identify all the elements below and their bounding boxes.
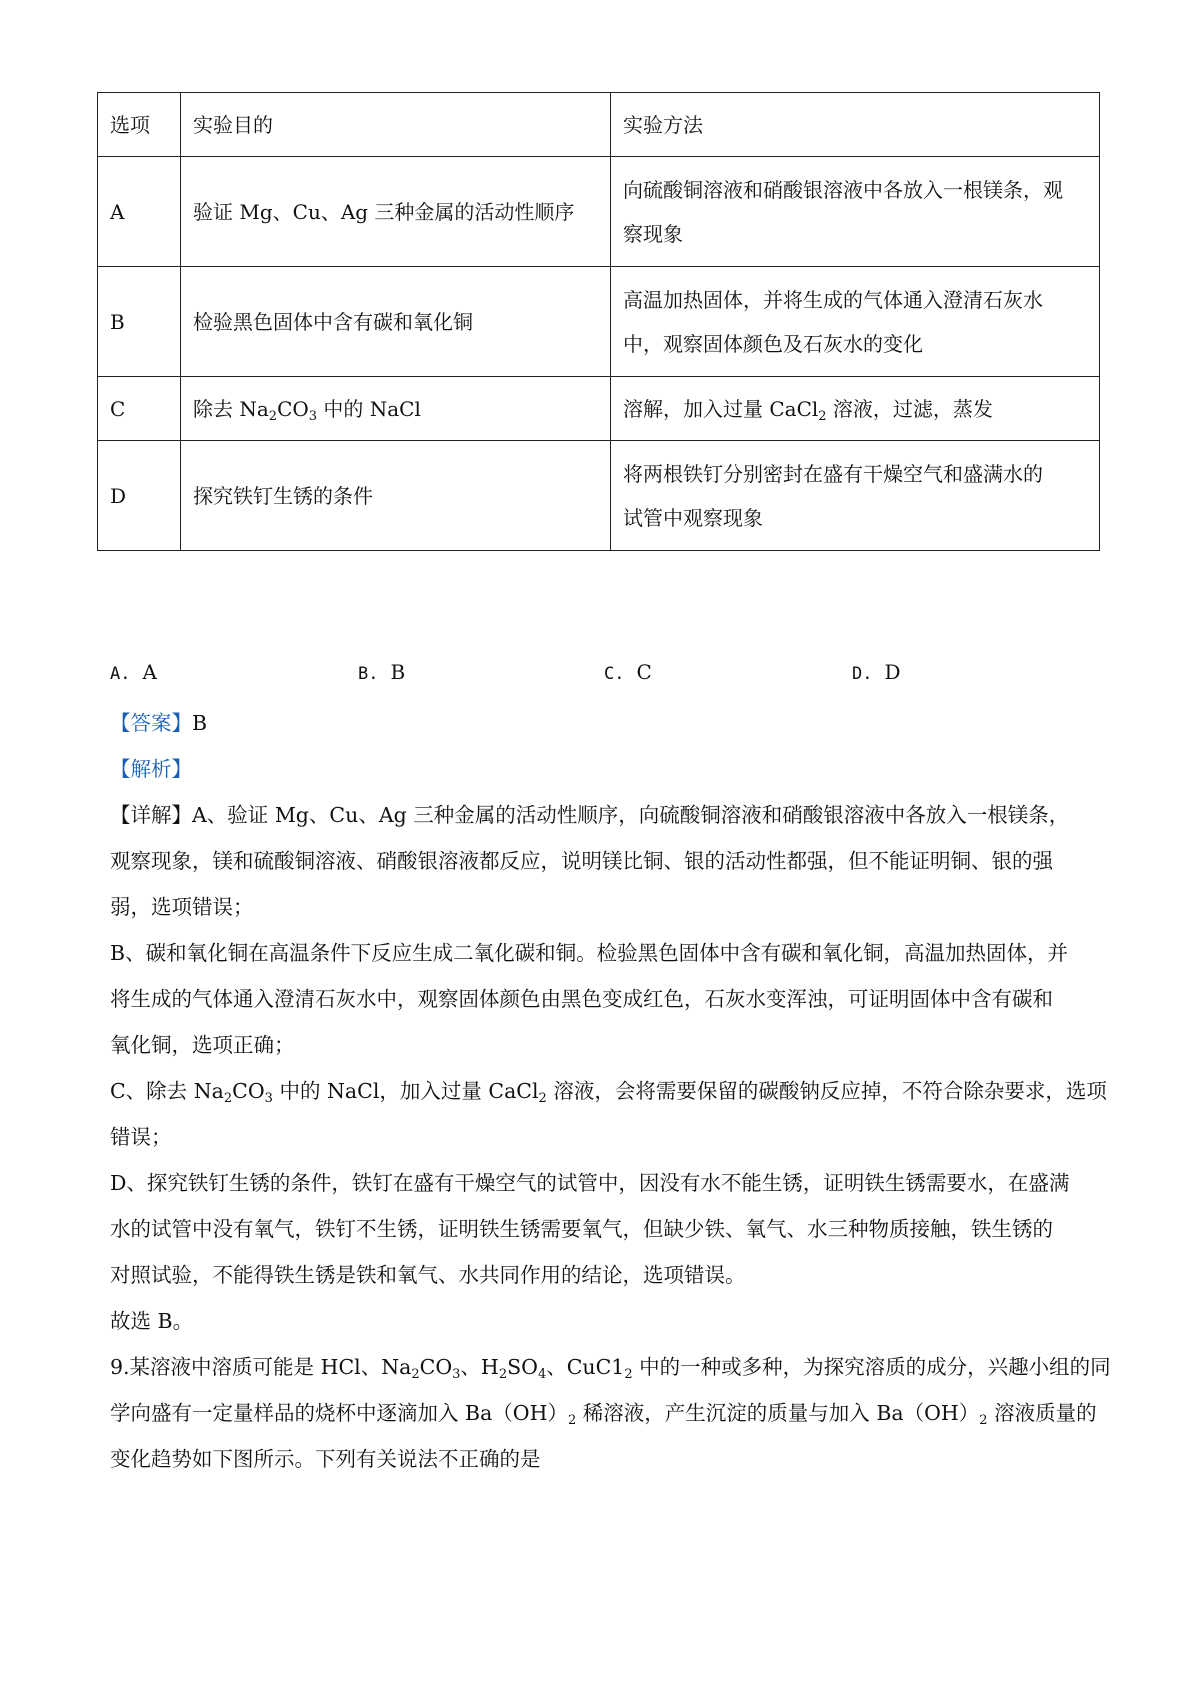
option-b: B. B <box>358 660 406 684</box>
detail-line: 错误； <box>110 1125 172 1149</box>
method-line: 察现象 <box>623 221 683 246</box>
detail-line: 氧化铜，选项正确； <box>110 1033 295 1057</box>
answer-section <box>110 700 1111 1482</box>
method-line: 高温加热固体，并将生成的气体通入澄清石灰水 <box>623 287 1043 312</box>
row-purpose: 检验黑色固体中含有碳和氧化铜 <box>181 267 611 377</box>
detail-line: 对照试验，不能得铁生锈是铁和氧气、水共同作用的结论，选项错误。 <box>110 1263 746 1287</box>
detail-line: 观察现象，镁和硫酸铜溶液、硝酸银溶液都反应，说明镁比铜、银的活动性都强，但不能证明铜、银的强 <box>110 849 1053 873</box>
answer-tag: 【答案】 <box>110 711 192 735</box>
answer-options <box>110 660 1110 690</box>
row-method <box>611 441 1100 551</box>
table-row <box>98 267 1100 377</box>
method-line: 向硫酸铜溶液和硝酸银溶液中各放入一根镁条，观 <box>623 177 1063 202</box>
table-row <box>98 441 1100 551</box>
option-a: A. A <box>110 660 157 684</box>
table-row <box>98 377 1100 441</box>
row-purpose: 探究铁钉生锈的条件 <box>181 441 611 551</box>
table-header-row <box>98 93 1100 157</box>
header-method: 实验方法 <box>611 93 1100 157</box>
detail-line: 水的试管中没有氧气，铁钉不生锈，证明铁生锈需要氧气，但缺少铁、氧气、水三种物质接触，铁生锈的 <box>110 1217 1053 1241</box>
row-option: C <box>98 377 181 441</box>
detail-line: 将生成的气体通入澄清石灰水中，观察固体颜色由黑色变成红色，石灰水变浑浊，可证明固体中含有碳和 <box>110 987 1053 1011</box>
detail-line: 【详解】A、验证 Mg、Cu、Ag 三种金属的活动性顺序，向硫酸铜溶液和硝酸银溶液中各放入一根镁条， <box>110 803 1070 827</box>
question-line: 变化趋势如下图所示。下列有关说法不正确的是 <box>110 1447 541 1471</box>
method-line: 将两根铁钉分别密封在盛有干燥空气和盛满水的 <box>623 461 1043 486</box>
answer-value: B <box>192 711 208 735</box>
detail-line: C、除去 $Na_2CO_3$ 中的 NaCl，加入过量 CaCl$_2$ 溶液，会将需要保留的碳酸钠反应掉，不符合除杂要求，选项 <box>110 1079 1107 1106</box>
row-purpose: 除去 $Na_2CO_3$ 中的 NaCl <box>181 377 611 441</box>
experiment-table <box>97 92 1100 551</box>
row-method: 溶解，加入过量 CaCl$_2$ 溶液，过滤，蒸发 <box>611 377 1100 441</box>
table-row <box>98 157 1100 267</box>
analysis-tag: 【解析】 <box>110 757 192 781</box>
row-option: D <box>98 441 181 551</box>
option-c: C. C <box>604 660 652 684</box>
question-line: 9.某溶液中溶质可能是 HCl、$Na_2CO_3$、$H_2SO_4$、$CuC1_2$ 中的一种或多种，为探究溶质的成分，兴趣小组的同 <box>110 1355 1111 1382</box>
question-line: 学向盛有一定量样品的烧杯中逐滴加入 $Ba(OH)_2$ 稀溶液，产生沉淀的质量与加入 $Ba(OH)_2$ 溶液质量的 <box>110 1401 1097 1428</box>
detail-line: B、碳和氧化铜在高温条件下反应生成二氧化碳和铜。检验黑色固体中含有碳和氧化铜，高温加热固体，并 <box>110 941 1069 965</box>
row-method <box>611 157 1100 267</box>
row-option: A <box>98 157 181 267</box>
row-option: B <box>98 267 181 377</box>
answer-line <box>110 700 1100 746</box>
method-line: 试管中观察现象 <box>623 505 763 530</box>
method-line: 中，观察固体颜色及石灰水的变化 <box>623 331 923 356</box>
option-d: D. D <box>852 660 901 684</box>
conclusion-line: 故选 B。 <box>110 1309 194 1333</box>
detail-line: D、探究铁钉生锈的条件，铁钉在盛有干燥空气的试管中，因没有水不能生锈，证明铁生锈需要水，在盛满 <box>110 1171 1070 1195</box>
detail-line: 弱，选项错误； <box>110 895 254 919</box>
header-purpose: 实验目的 <box>181 93 611 157</box>
row-method <box>611 267 1100 377</box>
analysis-line <box>110 746 1100 792</box>
header-option: 选项 <box>98 93 181 157</box>
row-purpose: 验证 Mg、Cu、Ag 三种金属的活动性顺序 <box>181 157 611 267</box>
